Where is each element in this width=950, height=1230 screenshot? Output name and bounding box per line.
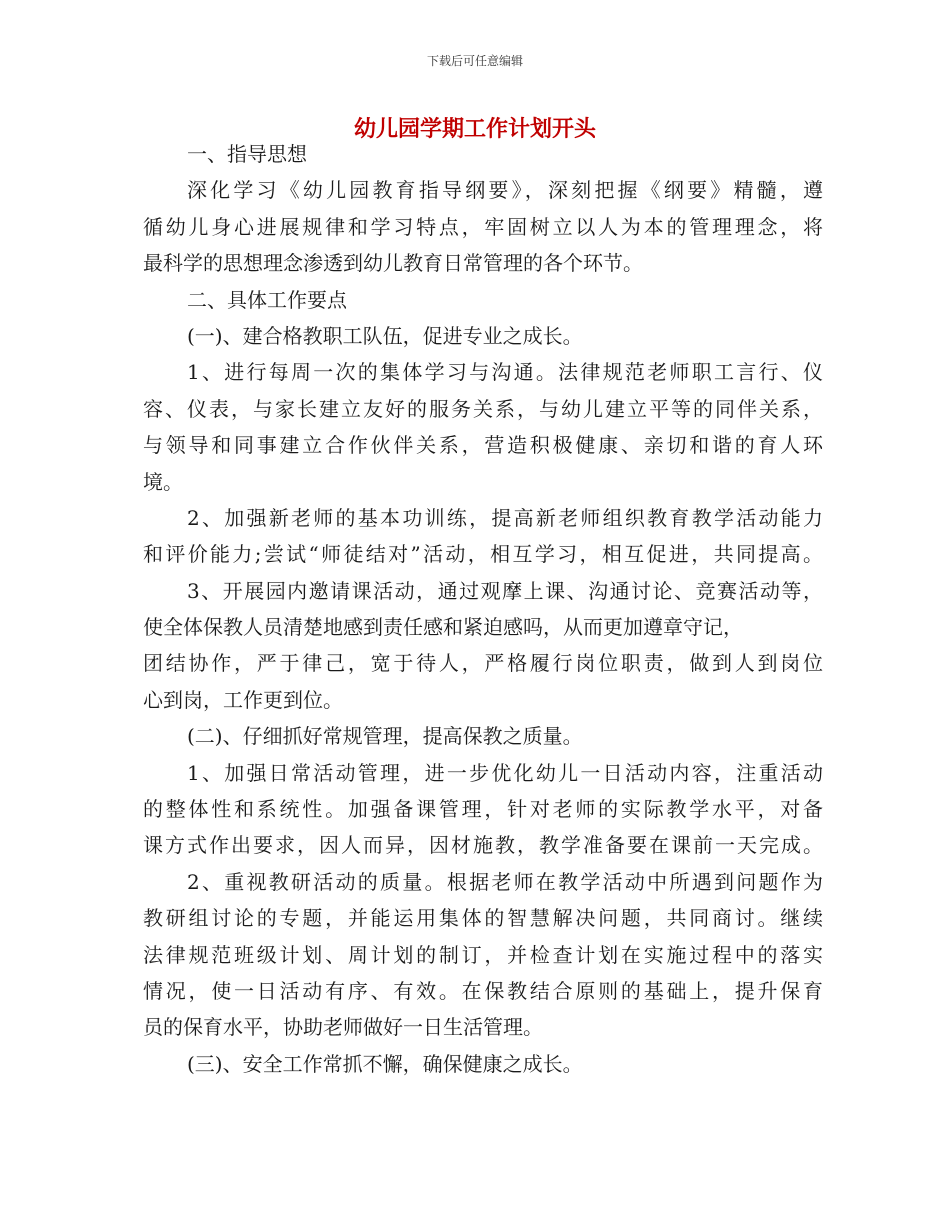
section-heading: 一、指导思想: [187, 142, 307, 166]
paragraph-line: 心到岗，工作更到位。: [143, 687, 343, 712]
paragraph-line: 与领导和同事建立合作伙伴关系，营造积极健康、亲切和谐的育人环: [143, 433, 823, 458]
section-heading: 二、具体工作要点: [187, 287, 347, 312]
paragraph-line: 深化学习《幼儿园教育指导纲要》，深刻把握《纲要》精髓，遵: [187, 178, 823, 203]
paragraph-line: 1、加强日常活动管理，进一步优化幼儿一日活动内容，注重活动: [187, 760, 823, 785]
document-title: 幼儿园学期工作计划开头: [353, 116, 596, 142]
paragraph-line: 3、开展园内邀请课活动，通过观摩上课、沟通讨论、竞赛活动等，: [187, 578, 823, 603]
paragraph-line: 2、重视教研活动的质量。根据老师在教学活动中所遇到问题作为: [187, 869, 823, 894]
paragraph-line: 1、进行每周一次的集体学习与沟通。法律规范老师职工言行、仪: [187, 360, 823, 385]
subsection-heading: (二)、仔细抓好常规管理，提高保教之质量。: [187, 724, 583, 749]
paragraph-line: 课方式作出要求，因人而异，因材施教，教学准备要在课前一天完成。: [143, 833, 823, 858]
paragraph-line: 情况，使一日活动有序、有效。在保教结合原则的基础上，提升保育: [143, 978, 823, 1003]
paragraph-line: 使全体保教人员清楚地感到责任感和紧迫感吗，从而更加遵章守记，: [143, 615, 743, 640]
subsection-heading: (三)、安全工作常抓不懈，确保健康之成长。: [187, 1051, 583, 1076]
paragraph-line: 容、仪表，与家长建立友好的服务关系，与幼儿建立平等的同伴关系，: [143, 396, 823, 421]
page-header-note: 下载后可任意编辑: [426, 54, 523, 68]
paragraph-line: 和评价能力;尝试“师徒结对”活动，相互学习，相互促进，共同提高。: [143, 542, 823, 567]
paragraph-line: 循幼儿身心进展规律和学习特点，牢固树立以人为本的管理理念，将: [143, 214, 823, 239]
paragraph-line: 最科学的思想理念渗透到幼儿教育日常管理的各个环节。: [143, 251, 643, 276]
subsection-heading: (一)、建合格教职工队伍，促进专业之成长。: [187, 323, 583, 348]
paragraph-line: 团结协作，严于律己，宽于待人，严格履行岗位职责，做到人到岗位: [143, 651, 823, 676]
paragraph-line: 境。: [143, 469, 183, 494]
document-body: [143, 136, 823, 1082]
paragraph-line: 2、加强新老师的基本功训练，提高新老师组织教育教学活动能力: [187, 505, 823, 530]
paragraph-line: 教研组讨论的专题，并能运用集体的智慧解决问题，共同商讨。继续: [143, 906, 823, 931]
paragraph-line: 的整体性和系统性。加强备课管理，针对老师的实际教学水平，对备: [143, 797, 823, 822]
paragraph-line: 法律规范班级计划、周计划的制订，并检查计划在实施过程中的落实: [143, 942, 823, 967]
paragraph-line: 员的保育水平，协助老师做好一日生活管理。: [143, 1015, 543, 1040]
